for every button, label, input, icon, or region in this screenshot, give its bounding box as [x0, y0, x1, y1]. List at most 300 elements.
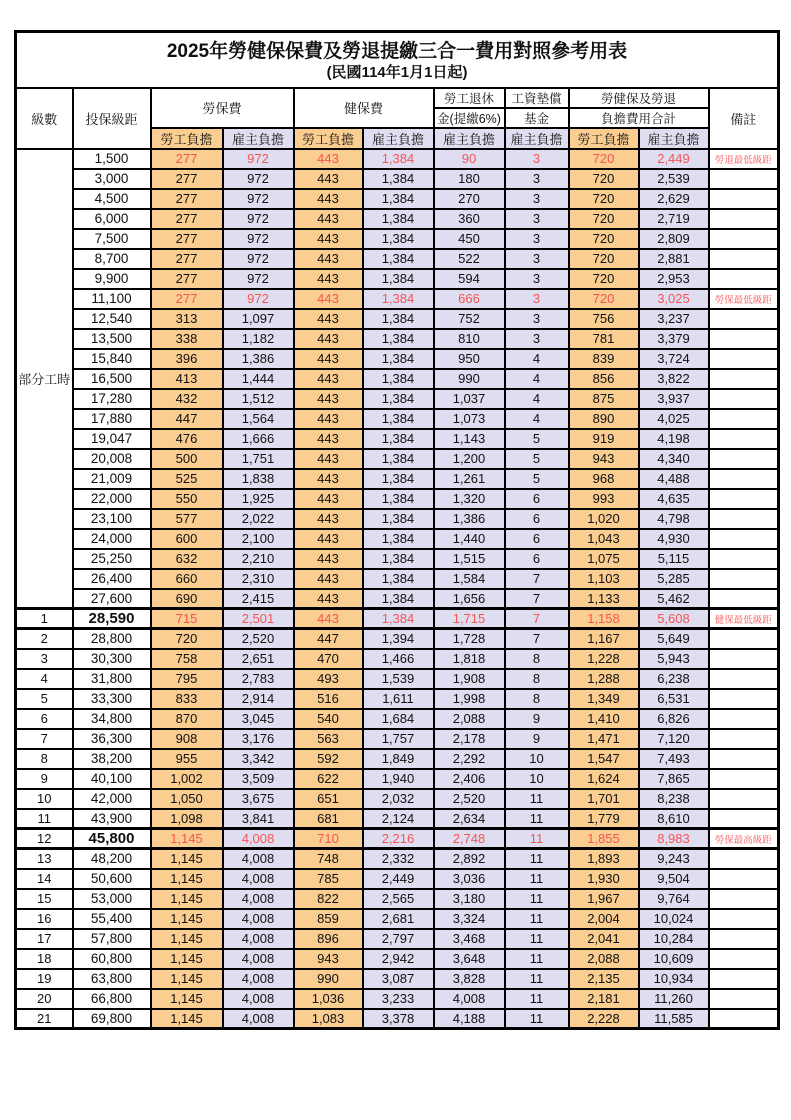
value-cell: 1,384: [363, 329, 434, 349]
bracket-cell: 28,590: [73, 609, 151, 629]
value-cell: 1,728: [434, 629, 505, 649]
header-wage-fund-employer: 雇主負擔: [505, 128, 569, 149]
value-cell: 1,384: [363, 249, 434, 269]
value-cell: 2,088: [434, 709, 505, 729]
value-cell: 1,097: [223, 309, 294, 329]
value-cell: 9,764: [639, 889, 709, 909]
bracket-cell: 17,280: [73, 389, 151, 409]
value-cell: 870: [151, 709, 223, 729]
bracket-cell: 4,500: [73, 189, 151, 209]
value-cell: 5,115: [639, 549, 709, 569]
value-cell: 3,468: [434, 929, 505, 949]
bracket-cell: 33,300: [73, 689, 151, 709]
value-cell: 1,384: [363, 589, 434, 609]
value-cell: 443: [294, 429, 363, 449]
value-cell: 3,937: [639, 389, 709, 409]
value-cell: 11: [505, 849, 569, 869]
value-cell: 3,025: [639, 289, 709, 309]
value-cell: 443: [294, 609, 363, 629]
table-row: [16, 289, 779, 309]
value-cell: 5: [505, 469, 569, 489]
value-cell: 3: [505, 169, 569, 189]
value-cell: 11: [505, 889, 569, 909]
value-cell: 7: [505, 589, 569, 609]
bracket-cell: 21,009: [73, 469, 151, 489]
value-cell: 4,008: [223, 989, 294, 1009]
value-cell: 9,504: [639, 869, 709, 889]
value-cell: 1,925: [223, 489, 294, 509]
value-cell: 720: [569, 189, 639, 209]
value-cell: 681: [294, 809, 363, 829]
remark-cell: [709, 769, 779, 789]
value-cell: 443: [294, 149, 363, 169]
bracket-cell: 40,100: [73, 769, 151, 789]
value-cell: 10: [505, 749, 569, 769]
remark-cell: [709, 909, 779, 929]
value-cell: 875: [569, 389, 639, 409]
value-cell: 8,238: [639, 789, 709, 809]
value-cell: 8: [505, 669, 569, 689]
value-cell: 1,050: [151, 789, 223, 809]
remark-cell: [709, 549, 779, 569]
header-labor-employer: 雇主負擔: [223, 128, 294, 149]
value-cell: 2,310: [223, 569, 294, 589]
bracket-cell: 38,200: [73, 749, 151, 769]
value-cell: 443: [294, 489, 363, 509]
bracket-cell: 11,100: [73, 289, 151, 309]
bracket-cell: 60,800: [73, 949, 151, 969]
remark-cell: [709, 1009, 779, 1029]
value-cell: 11: [505, 789, 569, 809]
value-cell: 2,100: [223, 529, 294, 549]
value-cell: 1,384: [363, 189, 434, 209]
header-wage-fund-line1: 工資墊償: [505, 88, 569, 108]
value-cell: 522: [434, 249, 505, 269]
value-cell: 785: [294, 869, 363, 889]
value-cell: 1,200: [434, 449, 505, 469]
value-cell: 1,384: [363, 269, 434, 289]
value-cell: 6: [505, 489, 569, 509]
value-cell: 748: [294, 849, 363, 869]
value-cell: 3,379: [639, 329, 709, 349]
value-cell: 2,520: [223, 629, 294, 649]
level-cell: 20: [16, 989, 73, 1009]
level-cell: 19: [16, 969, 73, 989]
value-cell: 2,032: [363, 789, 434, 809]
value-cell: 3: [505, 329, 569, 349]
value-cell: 990: [434, 369, 505, 389]
value-cell: 1,818: [434, 649, 505, 669]
header-total-employer: 雇主負擔: [639, 128, 709, 149]
value-cell: 1,384: [363, 509, 434, 529]
header-wage-fund-line2: 基金: [505, 108, 569, 128]
table-row: [16, 969, 779, 989]
table-row: [16, 949, 779, 969]
value-cell: 443: [294, 469, 363, 489]
value-cell: 822: [294, 889, 363, 909]
value-cell: 972: [223, 169, 294, 189]
table-row: [16, 989, 779, 1009]
value-cell: 443: [294, 349, 363, 369]
table-row: [16, 429, 779, 449]
table-row: [16, 189, 779, 209]
value-cell: 720: [569, 289, 639, 309]
header-pension-line1: 勞工退休: [434, 88, 505, 108]
value-cell: 833: [151, 689, 223, 709]
bracket-cell: 45,800: [73, 829, 151, 849]
value-cell: 720: [151, 629, 223, 649]
value-cell: 2,228: [569, 1009, 639, 1029]
value-cell: 1,684: [363, 709, 434, 729]
value-cell: 660: [151, 569, 223, 589]
value-cell: 2,629: [639, 189, 709, 209]
level-cell: 16: [16, 909, 73, 929]
remark-cell: [709, 889, 779, 909]
table-row: [16, 149, 779, 169]
table-row: [16, 269, 779, 289]
value-cell: 277: [151, 209, 223, 229]
value-cell: 1,145: [151, 949, 223, 969]
value-cell: 720: [569, 269, 639, 289]
value-cell: 3,045: [223, 709, 294, 729]
value-cell: 651: [294, 789, 363, 809]
value-cell: 1,384: [363, 409, 434, 429]
value-cell: 3: [505, 269, 569, 289]
value-cell: 4,008: [223, 949, 294, 969]
value-cell: 90: [434, 149, 505, 169]
table-row: [16, 409, 779, 429]
value-cell: 2,004: [569, 909, 639, 929]
value-cell: 1,320: [434, 489, 505, 509]
value-cell: 5,285: [639, 569, 709, 589]
value-cell: 3: [505, 309, 569, 329]
value-cell: 3: [505, 229, 569, 249]
value-cell: 277: [151, 169, 223, 189]
value-cell: 1,564: [223, 409, 294, 429]
value-cell: 9: [505, 709, 569, 729]
value-cell: 1,471: [569, 729, 639, 749]
value-cell: 443: [294, 589, 363, 609]
value-cell: 1,849: [363, 749, 434, 769]
value-cell: 919: [569, 429, 639, 449]
header-level: 級數: [16, 88, 73, 149]
bracket-cell: 57,800: [73, 929, 151, 949]
value-cell: 810: [434, 329, 505, 349]
value-cell: 2,719: [639, 209, 709, 229]
value-cell: 413: [151, 369, 223, 389]
value-cell: 1,757: [363, 729, 434, 749]
value-cell: 1,384: [363, 429, 434, 449]
value-cell: 3,087: [363, 969, 434, 989]
value-cell: 443: [294, 269, 363, 289]
header-bracket: 投保級距: [73, 88, 151, 149]
remark-cell: [709, 249, 779, 269]
value-cell: 1,384: [363, 549, 434, 569]
value-cell: 4,188: [434, 1009, 505, 1029]
value-cell: 1,908: [434, 669, 505, 689]
value-cell: 443: [294, 169, 363, 189]
table-row: [16, 849, 779, 869]
value-cell: 11: [505, 929, 569, 949]
value-cell: 1,611: [363, 689, 434, 709]
remark-cell: [709, 789, 779, 809]
value-cell: 277: [151, 249, 223, 269]
value-cell: 720: [569, 249, 639, 269]
table-row: [16, 489, 779, 509]
bracket-cell: 31,800: [73, 669, 151, 689]
value-cell: 972: [223, 209, 294, 229]
value-cell: 720: [569, 149, 639, 169]
bracket-cell: 50,600: [73, 869, 151, 889]
bracket-cell: 17,880: [73, 409, 151, 429]
value-cell: 4,930: [639, 529, 709, 549]
value-cell: 2,797: [363, 929, 434, 949]
value-cell: 1,440: [434, 529, 505, 549]
level-cell: 15: [16, 889, 73, 909]
value-cell: 781: [569, 329, 639, 349]
value-cell: 600: [151, 529, 223, 549]
value-cell: 11: [505, 869, 569, 889]
bracket-cell: 69,800: [73, 1009, 151, 1029]
value-cell: 2,124: [363, 809, 434, 829]
level-cell: 14: [16, 869, 73, 889]
value-cell: 8: [505, 649, 569, 669]
value-cell: 3: [505, 249, 569, 269]
value-cell: 715: [151, 609, 223, 629]
value-cell: 470: [294, 649, 363, 669]
value-cell: 277: [151, 289, 223, 309]
value-cell: 950: [434, 349, 505, 369]
value-cell: 4,008: [223, 869, 294, 889]
value-cell: 1,855: [569, 829, 639, 849]
value-cell: 1,384: [363, 289, 434, 309]
value-cell: 270: [434, 189, 505, 209]
title-row: [16, 32, 779, 88]
value-cell: 1,384: [363, 529, 434, 549]
value-cell: 1,143: [434, 429, 505, 449]
value-cell: 1,098: [151, 809, 223, 829]
value-cell: 338: [151, 329, 223, 349]
remark-cell: [709, 349, 779, 369]
table-row: [16, 329, 779, 349]
value-cell: 4,008: [434, 989, 505, 1009]
value-cell: 4,008: [223, 1009, 294, 1029]
value-cell: 2,178: [434, 729, 505, 749]
remark-cell: [709, 749, 779, 769]
remark-cell: [709, 449, 779, 469]
value-cell: 396: [151, 349, 223, 369]
remark-cell: [709, 189, 779, 209]
table-row: [16, 649, 779, 669]
value-cell: 4,008: [223, 909, 294, 929]
value-cell: 180: [434, 169, 505, 189]
table-row: [16, 809, 779, 829]
bracket-cell: 22,000: [73, 489, 151, 509]
level-cell: 17: [16, 929, 73, 949]
table-row: [16, 569, 779, 589]
bracket-cell: 36,300: [73, 729, 151, 749]
level-cell: 10: [16, 789, 73, 809]
value-cell: 3: [505, 189, 569, 209]
table-row: [16, 1009, 779, 1029]
level-cell: 1: [16, 609, 73, 629]
value-cell: 1,145: [151, 929, 223, 949]
value-cell: 752: [434, 309, 505, 329]
value-cell: 1,384: [363, 489, 434, 509]
level-cell: 13: [16, 849, 73, 869]
value-cell: 277: [151, 269, 223, 289]
value-cell: 2,022: [223, 509, 294, 529]
bracket-cell: 16,500: [73, 369, 151, 389]
page-title: 2025年勞健保保費及勞退提繳三合一費用對照參考用表: [166, 40, 628, 62]
value-cell: 859: [294, 909, 363, 929]
table-row: [16, 709, 779, 729]
remark-cell: [709, 969, 779, 989]
value-cell: 10: [505, 769, 569, 789]
value-cell: 1,779: [569, 809, 639, 829]
value-cell: 277: [151, 229, 223, 249]
level-cell: 21: [16, 1009, 73, 1029]
value-cell: 1,386: [223, 349, 294, 369]
value-cell: 1,145: [151, 889, 223, 909]
value-cell: 1,145: [151, 969, 223, 989]
value-cell: 1,656: [434, 589, 505, 609]
value-cell: 1,384: [363, 609, 434, 629]
level-cell: 2: [16, 629, 73, 649]
bracket-cell: 6,000: [73, 209, 151, 229]
value-cell: 1,158: [569, 609, 639, 629]
table-row: [16, 469, 779, 489]
remark-cell: [709, 389, 779, 409]
remark-cell: [709, 929, 779, 949]
bracket-cell: 7,500: [73, 229, 151, 249]
value-cell: 1,998: [434, 689, 505, 709]
value-cell: 856: [569, 369, 639, 389]
table-row: [16, 549, 779, 569]
value-cell: 1,384: [363, 169, 434, 189]
table-row: [16, 789, 779, 809]
value-cell: 2,651: [223, 649, 294, 669]
value-cell: 756: [569, 309, 639, 329]
remark-cell: [709, 689, 779, 709]
remark-cell: [709, 369, 779, 389]
value-cell: 1,384: [363, 149, 434, 169]
remark-cell: [709, 329, 779, 349]
value-cell: 4,008: [223, 829, 294, 849]
level-cell: 4: [16, 669, 73, 689]
value-cell: 1,349: [569, 689, 639, 709]
value-cell: 1,384: [363, 349, 434, 369]
header-total-employee: 勞工負擔: [569, 128, 639, 149]
value-cell: 11: [505, 909, 569, 929]
value-cell: 10,024: [639, 909, 709, 929]
bracket-cell: 43,900: [73, 809, 151, 829]
value-cell: 3,675: [223, 789, 294, 809]
value-cell: 3,822: [639, 369, 709, 389]
value-cell: 1,073: [434, 409, 505, 429]
value-cell: 972: [223, 189, 294, 209]
value-cell: 1,002: [151, 769, 223, 789]
bracket-cell: 20,008: [73, 449, 151, 469]
level-cell: 11: [16, 809, 73, 829]
value-cell: 968: [569, 469, 639, 489]
level-cell: 9: [16, 769, 73, 789]
value-cell: 4,635: [639, 489, 709, 509]
table-row: [16, 369, 779, 389]
value-cell: 450: [434, 229, 505, 249]
remark-cell: [709, 309, 779, 329]
value-cell: 443: [294, 229, 363, 249]
value-cell: 1,386: [434, 509, 505, 529]
value-cell: 1,547: [569, 749, 639, 769]
bracket-cell: 55,400: [73, 909, 151, 929]
value-cell: 476: [151, 429, 223, 449]
table-row: [16, 929, 779, 949]
value-cell: 2,449: [363, 869, 434, 889]
table-row: [16, 609, 779, 629]
level-cell: 3: [16, 649, 73, 669]
value-cell: 443: [294, 289, 363, 309]
value-cell: 4,008: [223, 849, 294, 869]
value-cell: 1,940: [363, 769, 434, 789]
value-cell: 1,083: [294, 1009, 363, 1029]
value-cell: 447: [294, 629, 363, 649]
page-subtitle: (民國114年1月1日起): [326, 64, 468, 82]
bracket-cell: 3,000: [73, 169, 151, 189]
value-cell: 1,103: [569, 569, 639, 589]
value-cell: 443: [294, 409, 363, 429]
value-cell: 3,378: [363, 1009, 434, 1029]
table-row: [16, 449, 779, 469]
value-cell: 2,181: [569, 989, 639, 1009]
table-row: [16, 229, 779, 249]
remark-cell: [709, 569, 779, 589]
value-cell: 839: [569, 349, 639, 369]
value-cell: 443: [294, 549, 363, 569]
value-cell: 443: [294, 529, 363, 549]
value-cell: 493: [294, 669, 363, 689]
table-row: [16, 209, 779, 229]
value-cell: 2,216: [363, 829, 434, 849]
value-cell: 1,384: [363, 209, 434, 229]
value-cell: 2,942: [363, 949, 434, 969]
value-cell: 632: [151, 549, 223, 569]
table-row: [16, 629, 779, 649]
value-cell: 3,724: [639, 349, 709, 369]
value-cell: 2,539: [639, 169, 709, 189]
value-cell: 1,930: [569, 869, 639, 889]
header-remark: 備註: [709, 88, 779, 149]
value-cell: 9: [505, 729, 569, 749]
value-cell: 6,531: [639, 689, 709, 709]
value-cell: 443: [294, 329, 363, 349]
value-cell: 1,384: [363, 469, 434, 489]
table-row: [16, 869, 779, 889]
value-cell: 2,520: [434, 789, 505, 809]
value-cell: 3: [505, 149, 569, 169]
header-labor-employee: 勞工負擔: [151, 128, 223, 149]
bracket-cell: 63,800: [73, 969, 151, 989]
value-cell: 516: [294, 689, 363, 709]
value-cell: 5,462: [639, 589, 709, 609]
value-cell: 972: [223, 289, 294, 309]
value-cell: 1,394: [363, 629, 434, 649]
value-cell: 443: [294, 569, 363, 589]
value-cell: 2,041: [569, 929, 639, 949]
table-row: [16, 689, 779, 709]
value-cell: 4,488: [639, 469, 709, 489]
value-cell: 1,020: [569, 509, 639, 529]
